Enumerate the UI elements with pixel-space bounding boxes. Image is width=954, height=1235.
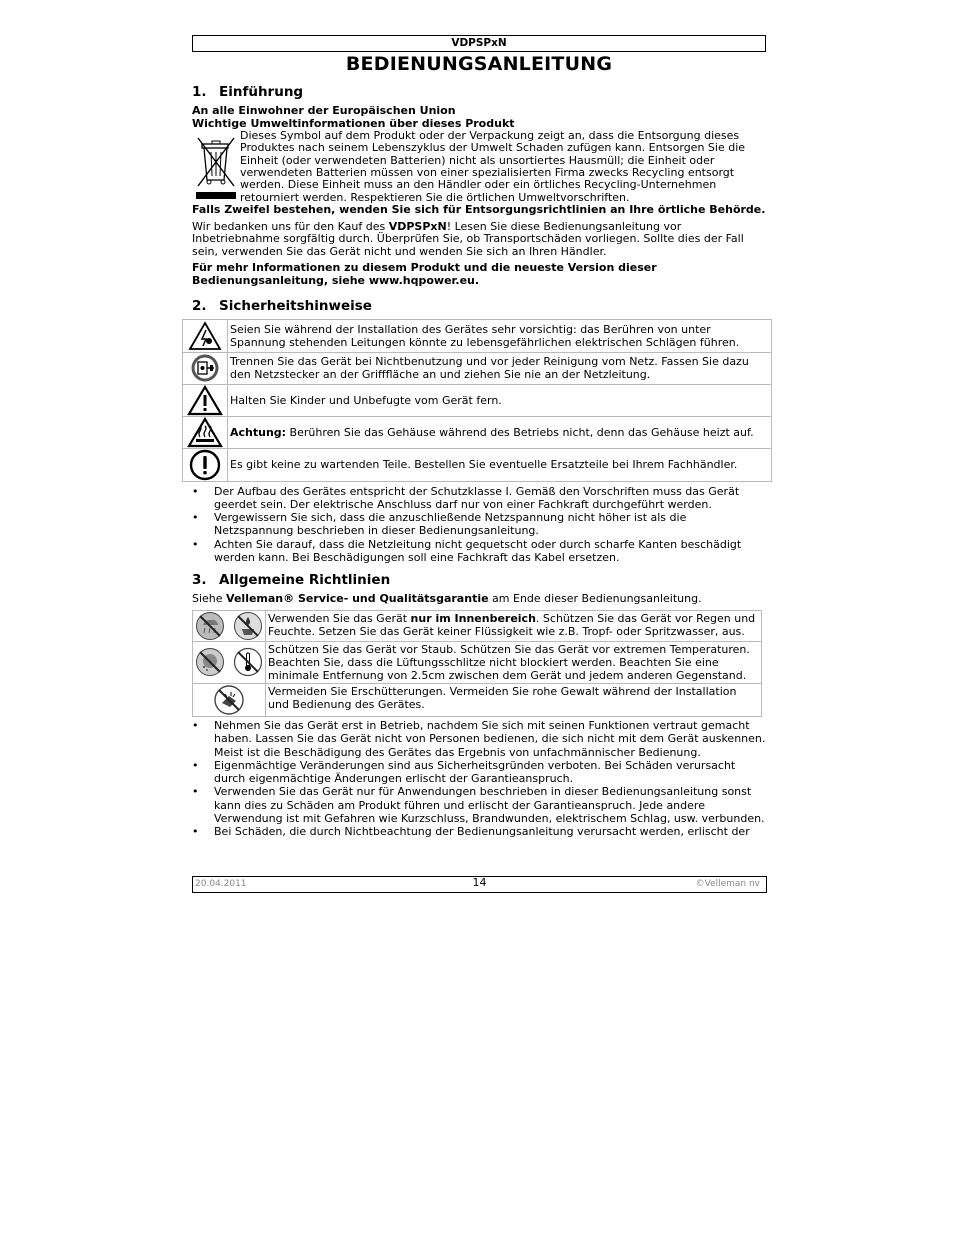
eu-residents-line: An alle Einwohner der Europäischen Union (192, 104, 456, 117)
electric-shock-warning-icon (183, 319, 228, 352)
no-shock-icon (213, 684, 245, 716)
safety-table (182, 319, 772, 482)
guideline-icons (193, 641, 266, 683)
exclamation-circle-icon (183, 448, 228, 481)
page-footer (192, 876, 767, 893)
list-item: • Achten Sie darauf, dass die Netzleitung nicht gequetscht oder durch scharfe Kanten beschädigt werden kann. Bei Beschädigungen soll eine Fachkraft das Kabel ersetzen. (214, 538, 766, 565)
guideline-icons (193, 610, 266, 641)
guidelines-table (192, 610, 762, 717)
guideline-row (193, 610, 762, 641)
no-splash-icon (233, 611, 263, 641)
disposal-note: Falls Zweifel bestehen, wenden Sie sich für Entsorgungsrichtlinien an Ihre örtliche Behörde. (192, 202, 766, 216)
weee-block (192, 130, 766, 204)
weee-text: Dieses Symbol auf dem Produkt oder der Verpackung zeigt an, dass die Entsorgung dieses Produktes nach seinem Lebenszyklus der Umwelt Schaden zufügen kann. Entsorgen Sie die Einheit (oder verwendeten Batterien) nicht als unsortiertes Hausmüll; die Einheit oder verwendeten Batterien müssen von einer spezialisierten Firma zwecks Recycling entsorgt werden. Diese Einheit muss an den Händler oder ein örtliches Recycling-Unternehmen retourniert werden. Respektieren Sie die örtlichen Umweltvorschriften. (240, 129, 746, 204)
guideline-row (193, 641, 762, 683)
crossed-out-bin-icon (192, 130, 240, 204)
safety-row (183, 319, 772, 352)
safety-row (183, 352, 772, 384)
guideline-text: Vermeiden Sie Erschütterungen. Vermeiden Sie rohe Gewalt während der Installation und Bedienung des Gerätes. (266, 683, 762, 716)
footer-copyright: ©Velleman nv (695, 879, 760, 889)
list-item: • Verwenden Sie das Gerät nur für Anwendungen beschrieben in dieser Bedienungsanleitung sonst kann dies zu Schäden am Produkt führen und erlischt der Garantieanspruch. Jede andere Verwendung ist mit Gefahren wie Kurzschluss, Brandwunden, elektrischem Schlag, usw. verbunden. (214, 785, 766, 825)
list-item: • Eigenmächtige Veränderungen sind aus Sicherheitsgründen verboten. Bei Schäden verursacht durch eigenmächtige Änderungen erlischt der Garantieanspruch. (214, 759, 766, 786)
no-extreme-temperature-icon (233, 647, 263, 677)
environment-info-line: Wichtige Umweltinformationen über dieses Produkt (192, 116, 515, 130)
safety-row (183, 448, 772, 481)
safety-bullet-list (192, 485, 766, 565)
guideline-text: Verwenden Sie das Gerät nur im Innenbereich. Schützen Sie das Gerät vor Regen und Feuchte. Setzen Sie das Gerät keiner Flüssigkeit wie z.B. Tropf- oder Spritzwasser, aus. (266, 610, 762, 641)
warning-triangle-icon (183, 384, 228, 416)
list-item: • Der Aufbau des Gerätes entspricht der Schutzklasse I. Gemäß den Vorschriften muss das Gerät geerdet sein. Der elektrische Anschluss darf nur von einer Fachkraft durchgeführt werden. (214, 485, 766, 512)
header-model: VDPSPxN (192, 35, 766, 52)
no-rain-icon (195, 611, 225, 641)
safety-text: Seien Sie während der Installation des Gerätes sehr vorsichtig: das Berühren von unter Spannung stehenden Leitungen könnte zu lebensgefährlichen elektrischen Schlägen führen. (228, 319, 772, 352)
guidelines-bullet-list (192, 719, 766, 839)
unplug-icon (183, 352, 228, 384)
guideline-icons (193, 683, 266, 716)
hot-surface-icon (183, 416, 228, 448)
safety-text: Achtung: Berühren Sie das Gehäuse während des Betriebs nicht, denn das Gehäuse heizt auf. (228, 416, 772, 448)
page-number: 14 (472, 876, 487, 889)
list-item: • Bei Schäden, die durch Nichtbeachtung der Bedienungsanleitung verursacht werden, erlischt der (214, 825, 766, 838)
section-1-heading: 1. Einführung (192, 84, 304, 100)
list-item: • Vergewissern Sie sich, dass die anzuschließende Netzspannung nicht höher ist als die Netzspannung beschrieben in dieser Bedienungsanleitung. (214, 511, 766, 538)
guarantee-reference: Siehe Velleman® Service- und Qualitätsgarantie am Ende dieser Bedienungsanleitung. (192, 592, 702, 606)
guideline-row (193, 683, 762, 716)
safety-text: Halten Sie Kinder und Unbefugte vom Gerät fern. (228, 384, 772, 416)
safety-row (183, 416, 772, 448)
more-info-paragraph: Für mehr Informationen zu diesem Produkt und die neueste Version dieser Bedienungsanleitung, siehe www.hqpower.eu. (192, 261, 657, 287)
no-dust-icon (195, 647, 225, 677)
section-3-heading: 3. Allgemeine Richtlinien (192, 572, 391, 589)
section-2-heading: 2. Sicherheitshinweise (192, 297, 372, 314)
guideline-text: Schützen Sie das Gerät vor Staub. Schützen Sie das Gerät vor extremen Temperaturen. Beachten Sie, dass die Lüftungsschlitze nicht blockiert werden. Beachten Sie eine minimale Entfernung von 2.5cm zwischen dem Gerät und jedem anderen Gegenstand. (266, 641, 762, 683)
document-page (192, 35, 766, 839)
list-item: • Nehmen Sie das Gerät erst in Betrieb, nachdem Sie sich mit seinen Funktionen vertraut gemacht haben. Lassen Sie das Gerät nicht von Personen bedienen, die sich nicht mit dem Gerät auskennen. Meist ist die Beschädigung des Gerätes das Ergebnis von unfachmännischer Bedienung. (214, 719, 766, 759)
safety-text: Es gibt keine zu wartenden Teile. Bestellen Sie eventuelle Ersatzteile bei Ihrem Fachhändler. (228, 448, 772, 481)
footer-date: 20.04.2011 (195, 879, 247, 889)
safety-row (183, 384, 772, 416)
thanks-paragraph: Wir bedanken uns für den Kauf des VDPSPxN! Lesen Sie diese Bedienungsanleitung vor Inbetriebnahme sorgfältig durch. Überprüfen Sie, ob Transportschäden vorliegen. Sollte dies der Fall sein, verwenden Sie das Gerät nicht und wenden Sie sich an Ihren Händler. (192, 219, 744, 258)
page-title: BEDIENUNGSANLEITUNG (345, 53, 613, 75)
safety-text: Trennen Sie das Gerät bei Nichtbenutzung und vor jeder Reinigung vom Netz. Fassen Sie dazu den Netzstecker an der Grifffläche an und ziehen Sie nie an der Netzleitung. (228, 352, 772, 384)
